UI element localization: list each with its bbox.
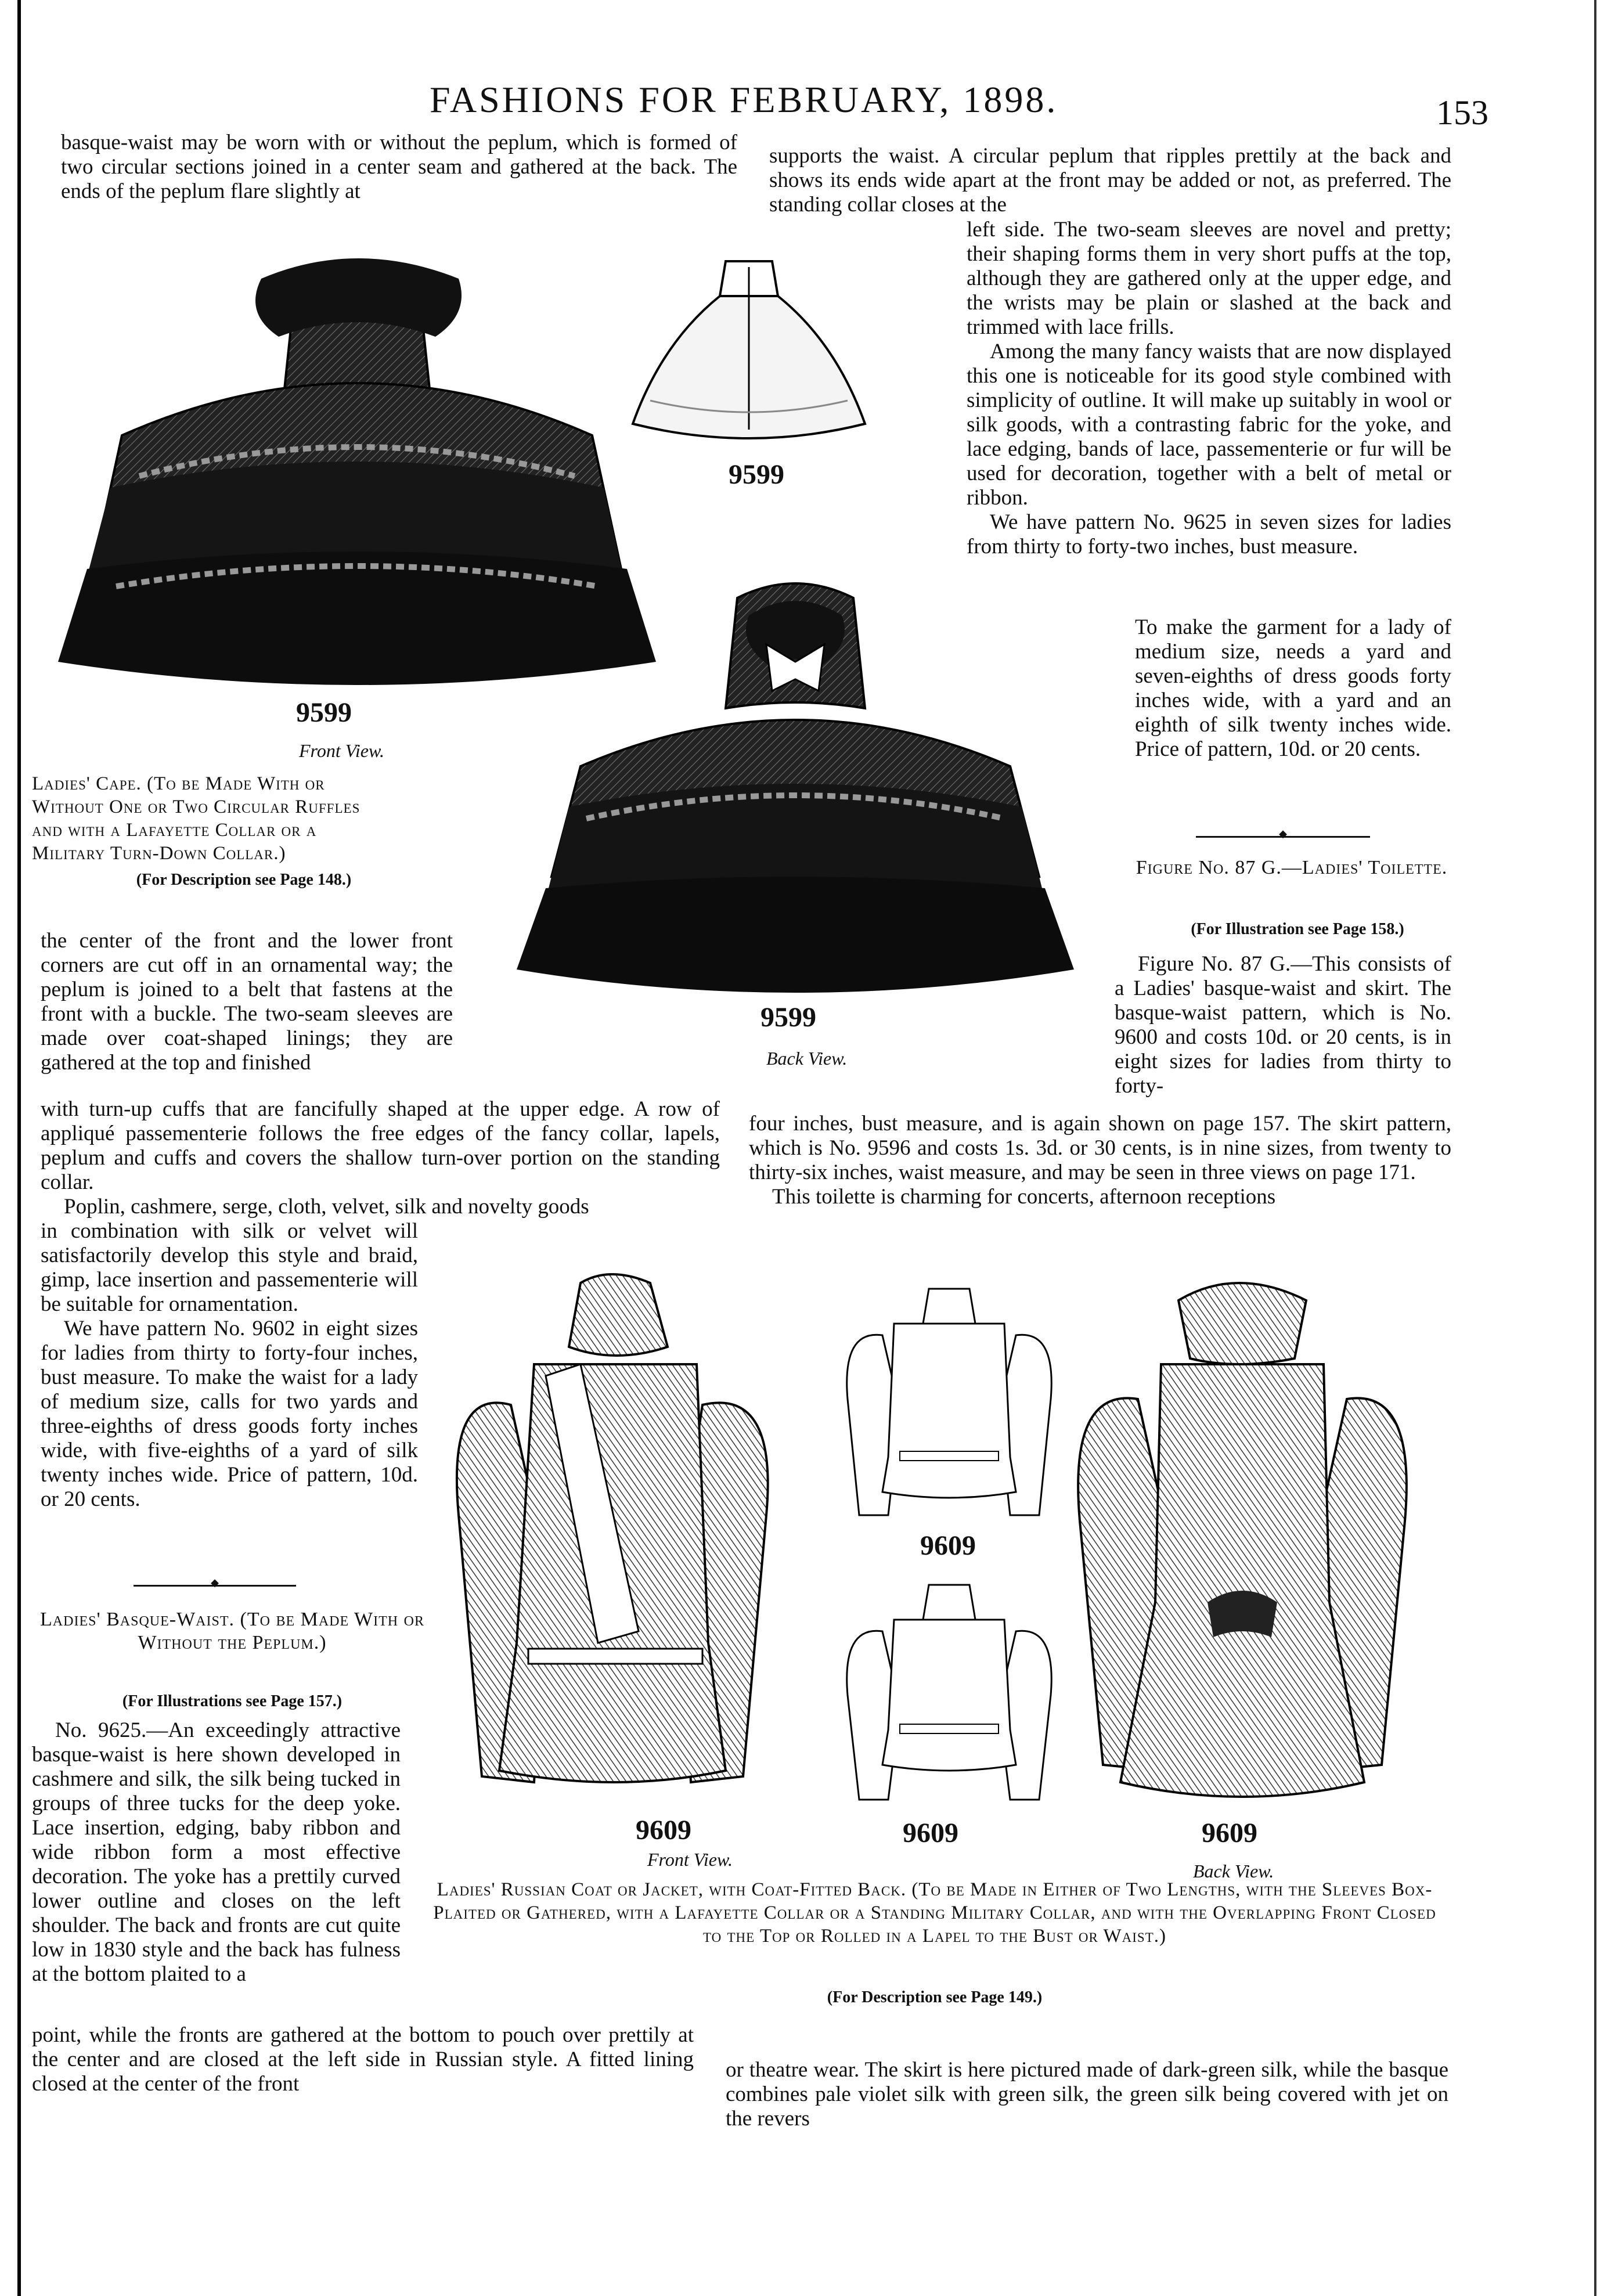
paragraph-bottom-left	[32, 2023, 694, 2096]
running-title: FASHIONS FOR FEBRUARY, 1898.	[430, 79, 1058, 120]
paragraph-left-wide	[41, 1097, 720, 1219]
paragraph-text: Figure No. 87 G.—This consists of a Ladies' basque-waist and skirt. The basque-waist pattern, which is No. 9600 and costs 10d. or 20 cents, is in eight sizes for ladies from thirty to forty-	[1115, 952, 1451, 1098]
paragraph-left-mid	[41, 929, 453, 1075]
cape-front-view-label: Front View.	[299, 740, 384, 761]
cape-description-ref: (For Description see Page 148.)	[136, 871, 352, 889]
coat-caption: Ladies' Russian Coat or Jacket, with Coat-Fitted Back. (To be Made in Either of Two Lengths, with the Sleeves Box-Plaited or Gathered, with a Lafayette Collar or a Standing Military Collar, and with the Overlapping Front Closed to the Top or Rolled in a Lapel to the Bust or Waist.)	[433, 1879, 1436, 1947]
cape-back-number: 9599	[760, 1002, 816, 1033]
toilette-heading: Figure No. 87 G.—Ladies' Toilette.	[1136, 857, 1448, 878]
cape-back-illustration	[505, 575, 1086, 993]
paragraph-text: with turn-up cuffs that are fancifully shaped at the upper edge. A row of appliqué passementerie follows the free edges of the fancy collar, lapels, peplum and cuffs and covers the shallow turn-over portion on the standing collar.	[41, 1097, 720, 1194]
cape-small-illustration	[627, 255, 871, 447]
coat-back-view-label: Back View.	[1193, 1861, 1274, 1882]
paragraph-top-left	[61, 131, 737, 204]
coat-back-illustration	[1062, 1277, 1422, 1811]
coat-front-illustration	[447, 1271, 778, 1805]
coat-front-view-label: Front View.	[647, 1849, 733, 1870]
paragraph-text: We have pattern No. 9602 in eight sizes for ladies from thirty to forty-four inches, bust measure. To make the waist for a lady of medium size, calls for two yards and three-eighths of dress goods forty inches wide, with five-eighths of a yard of silk twenty inches wide. Price of pattern, 10d. or 20 cents.	[41, 1317, 418, 1511]
paragraph-text: We have pattern No. 9625 in seven sizes for ladies from thirty to forty-two inches, bust measure.	[967, 510, 1451, 558]
paragraph-left-narrow	[41, 1219, 418, 1512]
paragraph-text: in combination with silk or velvet will satisfactorily develop this style and braid, gimp, lace insertion and passementerie will be suitable for ornamentation.	[41, 1219, 418, 1316]
page-number: 153	[1436, 93, 1488, 132]
basque-ref: (For Illustrations see Page 157.)	[122, 1692, 343, 1710]
basque-heading: Ladies' Basque-Waist. (To be Made With or Without the Peplum.)	[40, 1609, 424, 1653]
paragraph-text: left side. The two-seam sleeves are novel and pretty; their shaping forms them in very short puffs at the top, although they are gathered only at the upper edge, and the wrists may be plain or slashed at the back and trimmed with lace frills.	[967, 218, 1451, 339]
cape-small-number: 9599	[729, 459, 784, 490]
section-rule	[134, 1585, 296, 1587]
scan-left-edge	[17, 0, 23, 2296]
scan-right-edge	[1594, 0, 1596, 2296]
paragraph-top-right	[769, 144, 1451, 217]
paragraph-text: four inches, bust measure, and is again shown on page 157. The skirt pattern, which is No. 9596 and costs 1s. 3d. or 30 cents, is in nine sizes, from twenty to thirty-six inches, waist measure, and may be seen in three views on page 171.	[749, 1112, 1451, 1184]
coat-description-ref: (For Description see Page 149.)	[827, 1988, 1043, 2006]
cape-back-view-label: Back View.	[766, 1048, 848, 1069]
coat-small-number-2: 9609	[903, 1818, 958, 1848]
coat-small-number-1: 9609	[920, 1530, 976, 1561]
toilette-paragraph	[1115, 952, 1451, 1098]
coat-front-number: 9609	[636, 1815, 691, 1846]
paragraph-text: To make the garment for a lady of medium size, needs a yard and seven-eighths of dress goods forty inches wide, with a yard and an eighth of silk twenty inches wide. Price of pattern, 10d. or 20 cents.	[1135, 615, 1451, 761]
coat-small-illustration-1	[836, 1283, 1062, 1533]
paragraph-text: or theatre wear. The skirt is here pictured made of dark-green silk, while the basque combines pale violet silk with green silk, the green silk being covered with jet on the revers	[726, 2058, 1448, 2131]
paragraph-text: Poplin, cashmere, serge, cloth, velvet, silk and novelty goods	[64, 1195, 589, 1219]
section-rule	[1196, 836, 1370, 838]
paragraph-text: point, while the fronts are gathered at the bottom to pouch over prettily at the center and are closed at the left side in Russian style. A fitted lining closed at the center of the front	[32, 2023, 694, 2096]
coat-small-illustration-2	[836, 1579, 1062, 1811]
toilette-ref: (For Illustration see Page 158.)	[1191, 920, 1404, 938]
paragraph-bottom-right	[726, 2058, 1448, 2131]
paragraph-text: No. 9625.—An exceedingly attractive basque-waist is here shown developed in cashmere and silk, the silk being tucked in groups of three tucks for the deep yoke. Lace insertion, edging, baby ribbon and wide ribbon form a most effective decoration. The yoke has a prettily curved lower outline and closes on the left shoulder. The back and fronts are cut quite low in 1830 style and the back has fulness at the bottom plaited to a	[32, 1718, 401, 1986]
cape-caption: Ladies' Cape. (To be Made With or Without One or Two Circular Ruffles and with a Lafayette Collar or a Military Turn-Down Collar.)	[32, 773, 361, 864]
coat-back-number: 9609	[1202, 1818, 1257, 1848]
paragraph-text: Among the many fancy waists that are now displayed this one is noticeable for its good style combined with simplicity of outline. It will make up suitably in wool or silk goods, with a contrasting fabric for the yoke, and lace edging, bands of lace, passementerie or fur will be used for decoration, together with a belt of metal or ribbon.	[967, 340, 1451, 510]
paragraph-mid-right	[749, 1112, 1451, 1209]
paragraph-text: supports the waist. A circular peplum that ripples prettily at the back and shows its ends wide apart at the front may be added or not, as preferred. The standing collar closes at the	[769, 144, 1451, 217]
paragraph-right-narrower	[1135, 615, 1451, 762]
paragraph-text: basque-waist may be worn with or without the peplum, which is formed of two circular sections joined in a center seam and gathered at the back. The ends of the peplum flare slightly at	[61, 131, 737, 203]
paragraph-text: the center of the front and the lower front corners are cut off in an ornamental way; the peplum is joined to a belt that fastens at the front with a buckle. The two-seam sleeves are made over coat-shaped linings; they are gathered at the top and finished	[41, 929, 453, 1075]
paragraph-text: This toilette is charming for concerts, afternoon receptions	[772, 1185, 1276, 1209]
cape-front-number: 9599	[296, 697, 352, 728]
basque-paragraph	[32, 1718, 401, 1987]
paragraph-right-narrow	[967, 218, 1451, 559]
